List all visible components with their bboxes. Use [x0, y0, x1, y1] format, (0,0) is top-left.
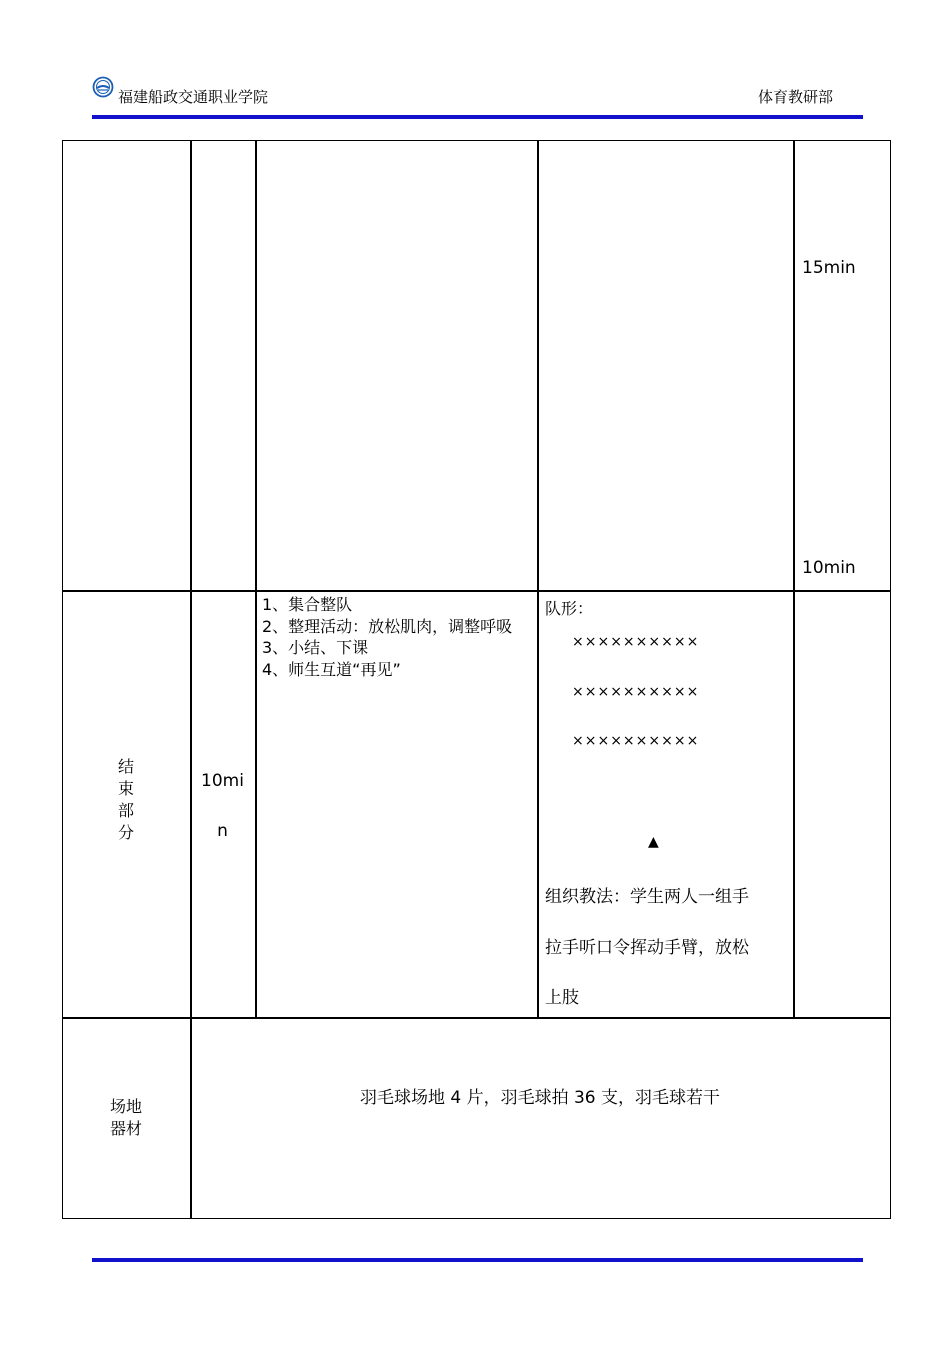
duration-line: 10mi [201, 771, 244, 791]
label-char: 束 [117, 779, 134, 798]
step-item: 4、师生互道“再见” [262, 659, 401, 679]
step-item: 1、集合整队 [262, 595, 353, 614]
teacher-marker-icon: ▲ [648, 834, 659, 850]
table-cell [255, 140, 539, 592]
table-cell [537, 140, 795, 592]
formation-row: ×××××××××× [572, 684, 700, 700]
label-char: 分 [117, 823, 134, 842]
duration-line: n [217, 821, 228, 841]
formation-row: ×××××××××× [572, 634, 700, 650]
method-line: 拉手听口令挥动手臂，放松 [545, 938, 749, 958]
venue-equipment: 羽毛球场地 4 片，羽毛球拍 36 支，羽毛球若干 [359, 1088, 721, 1108]
department-name: 体育教研部 [757, 88, 833, 106]
label-char: 结 [117, 757, 134, 776]
table-cell [62, 140, 192, 592]
table-cell [190, 140, 257, 592]
footer-rule [92, 1258, 863, 1262]
school-name: 福建船政交通职业学院 [118, 88, 269, 106]
step-item: 3、小结、下课 [262, 638, 369, 657]
formation-row: ×××××××××× [572, 733, 700, 749]
venue-label-line: 器材 [109, 1119, 142, 1138]
time-label: 10min [802, 558, 856, 578]
label-char: 部 [117, 801, 134, 820]
time-label: 15min [802, 258, 856, 278]
school-logo [92, 76, 114, 98]
table-cell [793, 140, 891, 592]
method-line: 上肢 [545, 988, 579, 1008]
step-item: 2、整理活动：放松肌肉，调整呼吸 [262, 616, 513, 636]
table-cell [793, 590, 891, 1019]
venue-label [62, 1096, 190, 1140]
method-line: 组织教法：学生两人一组手 [545, 887, 749, 907]
header-rule [92, 115, 863, 119]
venue-label-line: 场地 [109, 1097, 142, 1116]
table-cell [190, 1017, 891, 1219]
ending-section-label [62, 756, 190, 844]
ending-steps [262, 594, 534, 680]
table-cell [190, 590, 257, 1019]
formation-label: 队形： [545, 599, 594, 618]
page-header [92, 72, 863, 120]
